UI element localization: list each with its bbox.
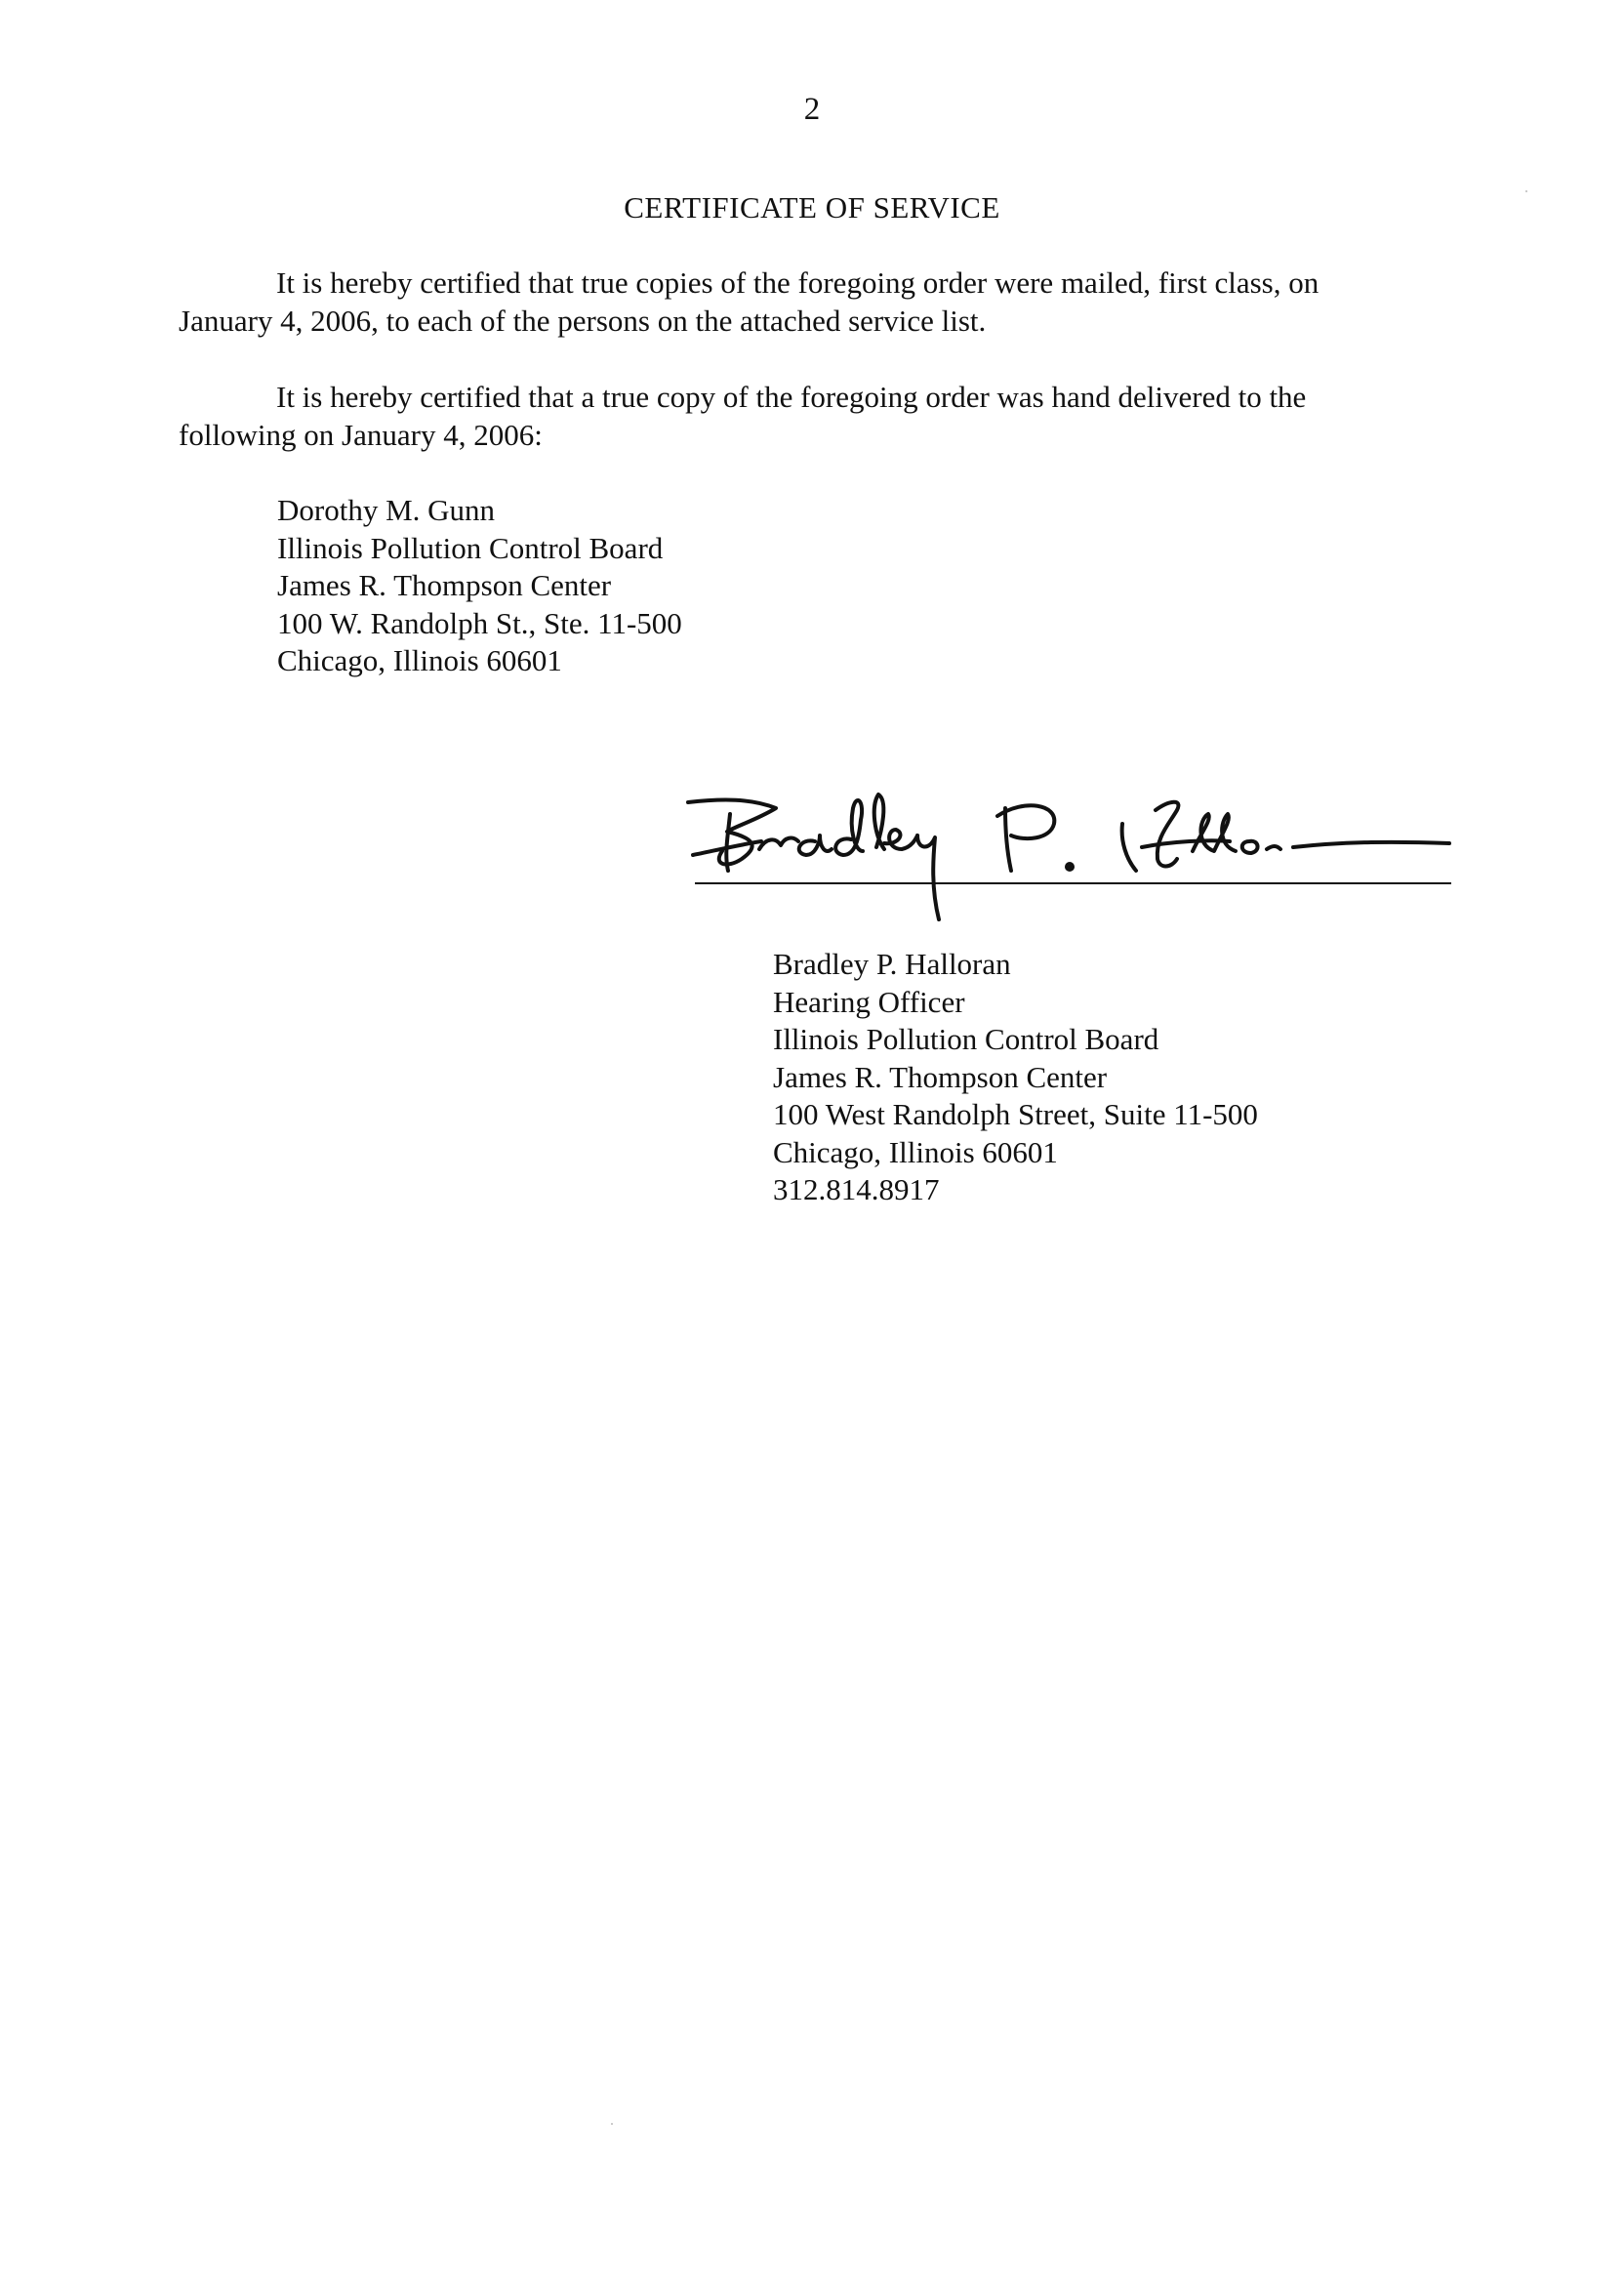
signer-address-line: Illinois Pollution Control Board — [773, 1022, 1159, 1056]
signer-address-line: Chicago, Illinois 60601 — [773, 1134, 1058, 1169]
scan-speck — [611, 2123, 613, 2125]
scan-speck — [1525, 190, 1527, 192]
recipient-address-block — [277, 492, 682, 680]
hand-delivery-certification-paragraph — [179, 378, 1418, 454]
paragraph-line: January 4, 2006, to each of the persons on the attached service list. — [179, 304, 987, 338]
recipient-address-line: 100 W. Randolph St., Ste. 11-500 — [277, 605, 682, 640]
mailing-certification-paragraph — [179, 264, 1418, 340]
signer-address-line: 100 West Randolph Street, Suite 11-500 — [773, 1097, 1258, 1131]
signer-address-block — [773, 946, 1258, 1209]
page-number: 2 — [803, 92, 821, 127]
signer-title: Hearing Officer — [773, 984, 965, 1019]
signature-line — [695, 882, 1451, 884]
recipient-address-line: Illinois Pollution Control Board — [277, 530, 664, 565]
signer-phone: 312.814.8917 — [773, 1172, 940, 1206]
paragraph-line: It is hereby certified that true copies of the foregoing order were mailed, first class, on — [276, 265, 1320, 300]
document-title: CERTIFICATE OF SERVICE — [624, 190, 1000, 224]
signer-name: Bradley P. Halloran — [773, 947, 1011, 981]
handwritten-signature — [683, 781, 1454, 937]
recipient-address-line: James R. Thompson Center — [277, 568, 612, 602]
recipient-address-line: Chicago, Illinois 60601 — [277, 643, 562, 677]
recipient-name: Dorothy M. Gunn — [277, 493, 496, 527]
paragraph-line: following on January 4, 2006: — [179, 418, 543, 452]
paragraph-line: It is hereby certified that a true copy of the foregoing order was hand delivered to the — [276, 380, 1307, 414]
signer-address-line: James R. Thompson Center — [773, 1059, 1108, 1094]
